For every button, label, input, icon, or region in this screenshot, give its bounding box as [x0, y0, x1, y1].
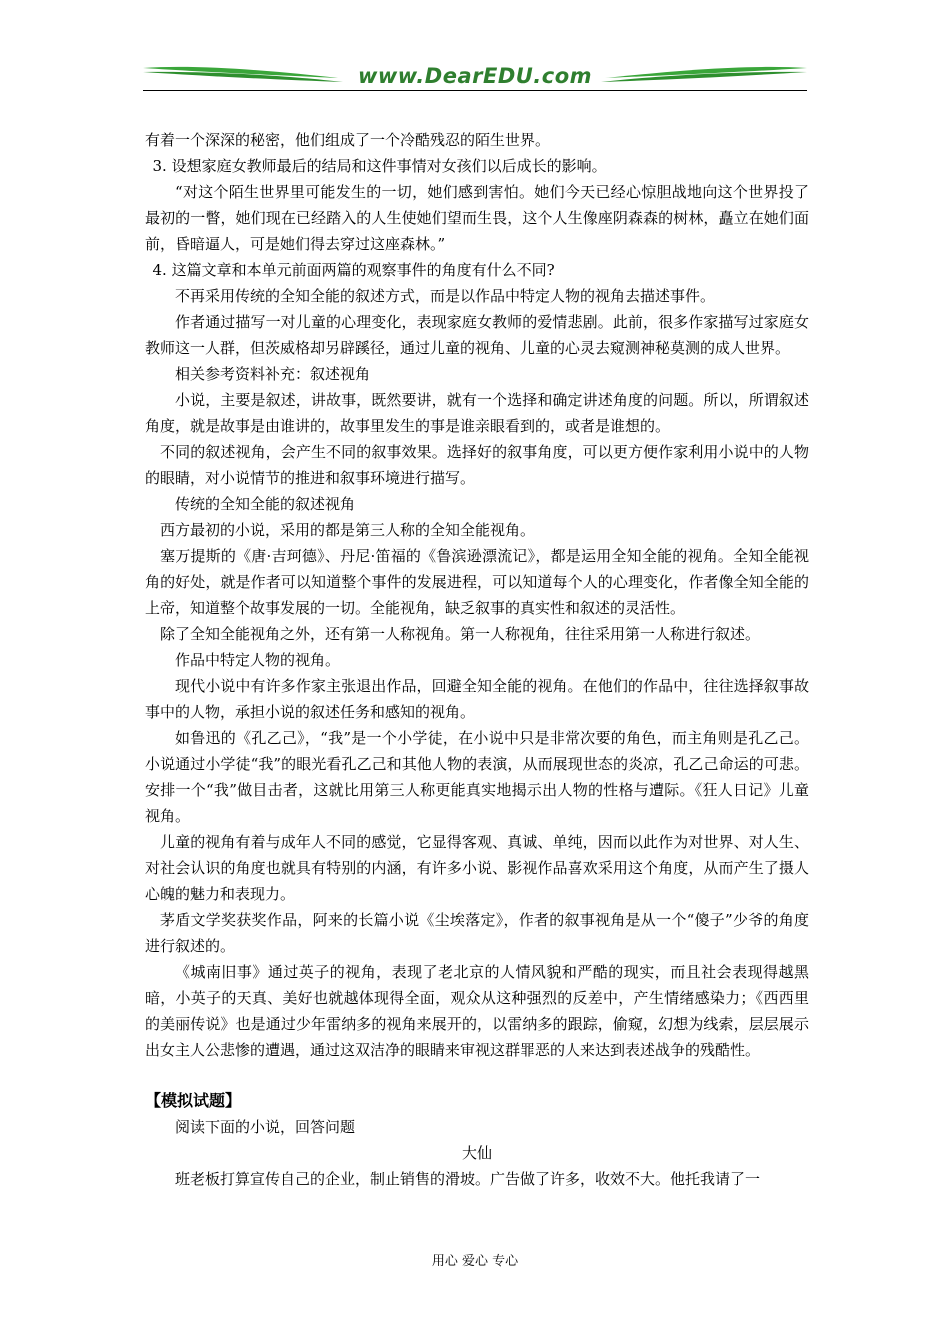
paragraph: 不再采用传统的全知全能的叙述方式，而是以作品中特定人物的视角去描述事件。 [175, 287, 716, 305]
paragraph: 塞万提斯的《唐·吉珂德》、丹尼·笛福的《鲁滨逊漂流记》，都是运用全知全能的视角。全知全能视角的好处，就是作者可以知道整个事件的发展进程，可以知道每个人的心理变化，作者像全知全能的上帝，知道整个故事发展的一切。全能视角，缺乏叙事的真实性和叙述的灵活性。 [145, 547, 809, 617]
subheading: 相关参考资料补充：叙述视角 [175, 365, 371, 383]
paragraph: 如鲁迅的《孔乙己》，“我”是一个小学徒，在小说中只是非常次要的角色，而主角则是孔乙己。小说通过小学徒“我”的眼光看孔乙己和其他人物的表演，从而展现世态的炎凉，孔乙己命运的可悲。安排一个“我”做目击者，这就比用第三人称更能真实地揭示出人物的性格与遭际。《狂人日记》儿童视角。 [145, 729, 809, 825]
exam-instruction: 阅读下面的小说，回答问题 [175, 1118, 356, 1136]
page-footer: 用心 爱心 专心 [431, 1254, 519, 1269]
paragraph: 西方最初的小说，采用的都是第三人称的全知全能视角。 [160, 521, 536, 539]
paragraph: 除了全知全能视角之外，还有第一人称视角。第一人称视角，往往采用第一人称进行叙述。 [160, 625, 761, 643]
subheading: 作品中特定人物的视角。 [175, 651, 341, 669]
subheading: 传统的全知全能的叙述视角 [175, 495, 356, 513]
section-title: 【模拟试题】 [145, 1091, 242, 1110]
site-logo-text[interactable]: www.DearEDU.com [357, 64, 593, 88]
story-opening: 班老板打算宣传自己的企业，制止销售的滑坡。广告做了许多，收效不大。他托我请了一 [175, 1170, 761, 1188]
header-divider [143, 90, 807, 91]
paragraph: 不同的叙述视角，会产生不同的叙事效果。选择好的叙事角度，可以更方便作家利用小说中的人物的眼睛，对小说情节的推进和叙事环境进行描写。 [145, 443, 809, 487]
paragraph: 有着一个深深的秘密，他们组成了一个冷酷残忍的陌生世界。 [145, 131, 551, 149]
document-body [145, 127, 809, 1192]
paragraph: 现代小说中有许多作家主张退出作品，回避全知全能的视角。在他们的作品中，往往选择叙事故事中的人物，承担小说的叙述任务和感知的视角。 [145, 677, 809, 721]
paragraph: 小说，主要是叙述，讲故事，既然要讲，就有一个选择和确定讲述角度的问题。所以，所谓叙述角度，就是故事是由谁讲的，故事里发生的事是谁亲眼看到的，或者是谁想的。 [145, 391, 809, 435]
story-title: 大仙 [461, 1144, 492, 1162]
paragraph: 茅盾文学奖获奖作品，阿来的长篇小说《尘埃落定》，作者的叙事视角是从一个“傻子”少爷的角度进行叙述的。 [145, 911, 809, 955]
question-3: 3. 设想家庭女教师最后的结局和这件事情对女孩们以后成长的影响。 [152, 157, 607, 175]
spacer [145, 1063, 809, 1088]
paragraph: 儿童的视角有着与成年人不同的感觉，它显得客观、真诚、单纯，因而以此作为对世界、对人生、对社会认识的角度也就具有特别的内涵，有许多小说、影视作品喜欢采用这个角度，从而产生了摄人心魄的魅力和表现力。 [145, 833, 809, 903]
question-4: 4. 这篇文章和本单元前面两篇的观察事件的角度有什么不同? [152, 261, 555, 279]
paragraph: 《城南旧事》通过英子的视角，表现了老北京的人情风貌和严酷的现实，而且社会表现得越黑暗，小英子的天真、美好也就越体现得全面，观众从这种强烈的反差中，产生情绪感染力；《西西里的美丽传说》也是通过少年雷纳多的视角来展开的，以雷纳多的跟踪，偷窥，幻想为线索，层层展示出女主人公悲惨的遭遇，通过这双洁净的眼睛来审视这群罪恶的人来达到表述战争的残酷性。 [145, 963, 809, 1059]
paragraph: 作者通过描写一对儿童的心理变化，表现家庭女教师的爱情悲剧。此前，很多作家描写过家庭女教师这一人群，但茨威格却另辟蹊径，通过儿童的视角、儿童的心灵去窥测神秘莫测的成人世界。 [145, 313, 809, 357]
quote-paragraph: “对这个陌生世界里可能发生的一切，她们感到害怕。她们今天已经心惊胆战地向这个世界投了最初的一瞥，她们现在已经踏入的人生使她们望而生畏，这个人生像座阴森森的树林，矗立在她们面前，昏暗逼人，可是她们得去穿过这座森林。” [145, 183, 809, 253]
